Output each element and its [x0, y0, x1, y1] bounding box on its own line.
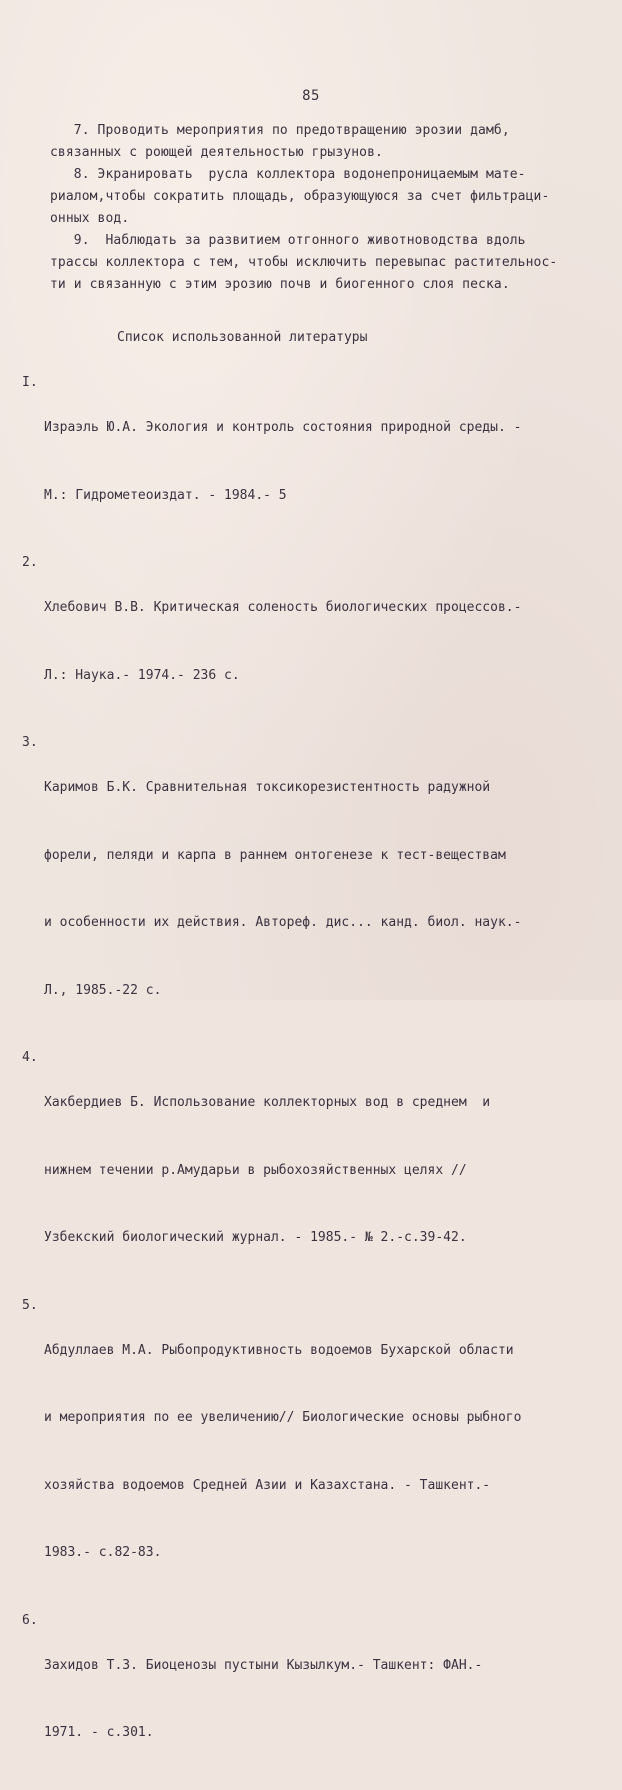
reference-list [22, 372, 602, 1790]
body-line: 7. Проводить мероприятия по предотвращению эрозии дамб, [50, 123, 510, 138]
reference-item [22, 1610, 602, 1790]
reference-line: Абдуллаев М.А. Рыбопродуктивность водоемов Бухарской области [44, 1342, 514, 1358]
reference-number: 6. [22, 1612, 38, 1628]
reference-item [22, 372, 602, 552]
reference-number: I. [22, 375, 38, 390]
body-line: 9. Наблюдать за развитием отгонного животноводства вдоль [50, 233, 526, 248]
reference-line: Л., 1985.-22 с. [44, 982, 162, 998]
page-number: 85 [302, 88, 320, 104]
reference-line: хозяйства водоемов Средней Азии и Казахстана. - Ташкент.- [44, 1477, 491, 1493]
reference-line: и особенности их действия. Автореф. дис... канд. биол. наук.- [44, 915, 522, 930]
body-line: ти и связанную с этим эрозию почв и биогенного слоя песка. [50, 277, 510, 292]
reference-line: 1971. - с.301. [44, 1725, 154, 1740]
body-line: риалом,чтобы сократить площадь, образующуюся за счет фильтраци- [50, 189, 550, 204]
reference-line: М.: Гидрометеоиздат. - 1984.- 5 [44, 487, 287, 503]
reference-line: Каримов Б.К. Сравнительная токсикорезистентность радужной [44, 780, 491, 795]
reference-line: нижнем течении р.Амударьи в рыбохозяйственных целях // [44, 1162, 467, 1178]
reference-item [22, 1295, 602, 1610]
reference-line: и мероприятия по ее увеличению// Биологические основы рыбного [44, 1410, 522, 1425]
reference-number: 4. [22, 1050, 38, 1065]
reference-line: Захидов Т.З. Биоценозы пустыни Кызылкум.- Ташкент: ФАН.- [44, 1657, 483, 1673]
body-line: трассы коллектора с тем, чтобы исключить перевыпас растительнос- [50, 255, 558, 270]
body-line: 8. Экранировать русла коллектора водонепроницаемым мате- [50, 167, 526, 182]
reference-line: 1983.- с.82-83. [44, 1545, 162, 1560]
reference-line: форели, пеляди и карпа в раннем онтогенезе к тест-веществам [44, 847, 506, 863]
reference-line: Узбекский биологический журнал. - 1985.- № 2.-с.39-42. [44, 1230, 467, 1245]
reference-number: 5. [22, 1297, 38, 1313]
body-paragraphs [50, 120, 575, 296]
reference-number: 3. [22, 735, 38, 750]
reference-line: Л.: Наука.- 1974.- 236 с. [44, 667, 240, 683]
reference-number: 2. [22, 555, 38, 570]
reference-item [22, 552, 602, 732]
references-title: Список использованной литературы [117, 330, 368, 345]
reference-item [22, 1047, 602, 1295]
reference-line: Израэль Ю.А. Экология и контроль состояния природной среды. - [44, 420, 522, 435]
body-line: связанных с роющей деятельностью грызунов. [50, 145, 383, 160]
reference-line: Хакбердиев Б. Использование коллекторных вод в среднем и [44, 1095, 491, 1110]
reference-line: Хлебович В.В. Критическая соленость биологических процессов.- [44, 600, 522, 615]
body-line: онных вод. [50, 211, 130, 226]
